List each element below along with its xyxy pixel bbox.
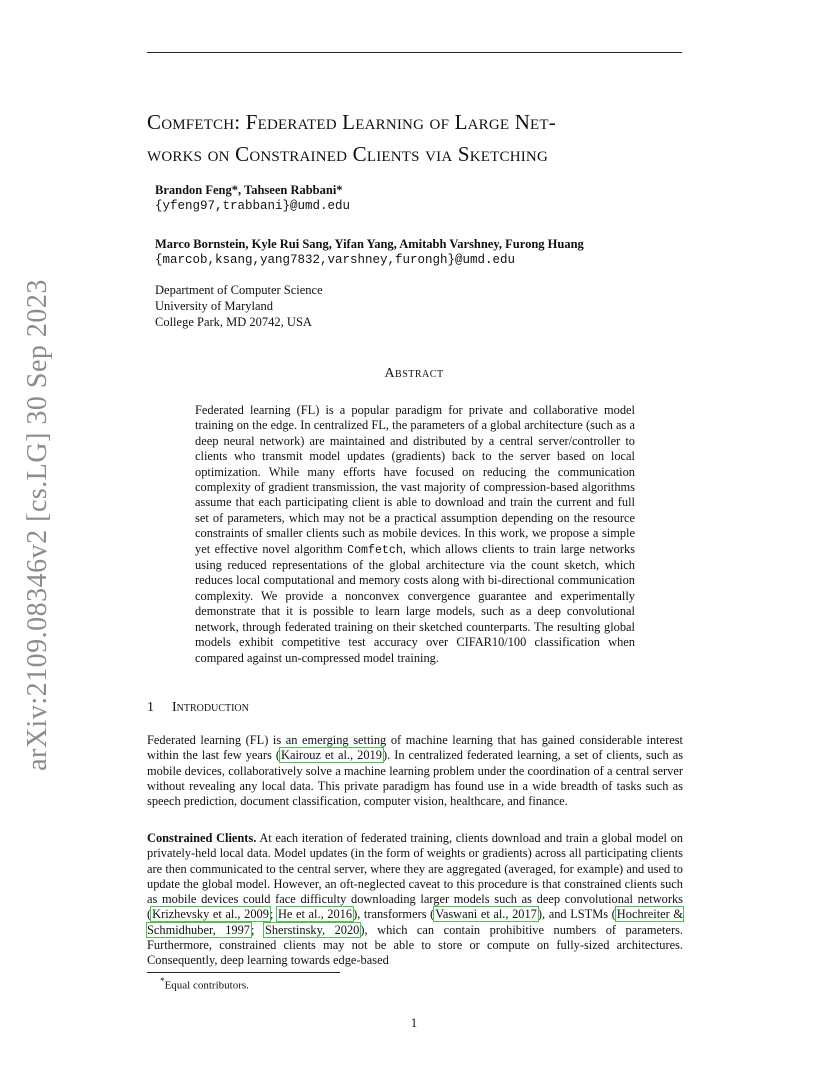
citation-link[interactable]: Hochreiter & Schmidhuber, 1997 [147, 907, 684, 937]
title-line-1: Comfetch: Federated Learning of Large Net- [147, 110, 556, 134]
para-text: ), and LSTMs ( [537, 907, 616, 922]
footnote-rule [147, 972, 340, 973]
abstract-heading: Abstract [384, 366, 444, 381]
affiliation-dept: Department of Computer Science [155, 283, 323, 297]
para-text: At each iteration of federated training, clients download and train a global model on privately-held local data. Model updates (in the form of weights or gradients) across all participating clients are then communicated to the central server, where they are aggregated (averaged, for example) and used to update the global model. However, an oft-neglected caveat to this procedure is that constrained clients such as mobile devices could face difficulty downloading larger models such as deep convolutional networks ( [147, 831, 683, 922]
arxiv-sidebar [18, 279, 58, 771]
footnote-marker: * [160, 976, 165, 986]
footnote [160, 976, 249, 992]
arxiv-identifier: arXiv:2109.08346v2 [cs.LG] 30 Sep 2023 [22, 279, 53, 771]
section-title: Introduction [172, 700, 249, 715]
citation-link[interactable]: Kairouz et al., 2019 [281, 748, 382, 763]
citation-link[interactable]: Krizhevsky et al., 2009 [152, 907, 269, 922]
abstract-body [195, 403, 635, 666]
paper-title [147, 106, 692, 170]
footnote-text: Equal contributors. [164, 979, 249, 992]
title-line-2: works on Constrained Clients via Sketching [147, 142, 548, 166]
author-emails-2: {marcob,ksang,yang7832,varshney,furongh}@umd.edu [155, 253, 516, 267]
para-text: Federated learning (FL) is an emerging setting of machine learning that has gained considerable interest within the last few years ( [147, 733, 683, 763]
paragraph-runin-heading: Constrained Clients. [147, 831, 257, 845]
para-text: ), transformers ( [353, 907, 435, 922]
page-number: 1 [410, 1016, 418, 1030]
author-names-2: Marco Bornstein, Kyle Rui Sang, Yifan Yang, Amitabh Varshney, Furong Huang [155, 237, 584, 251]
section-number: 1 [147, 700, 154, 715]
affiliation [155, 282, 323, 330]
affiliation-address: College Park, MD 20742, USA [155, 315, 312, 329]
para-text: ), which can contain prohibitive numbers of parameters. Furthermore, constrained clients may not be able to store or compute on fully-sized architectures. Consequently, deep learning towards edge-based [147, 922, 683, 968]
author-names-1: Brandon Feng*, Tahseen Rabbani* [155, 183, 343, 197]
section-heading-introduction [147, 700, 249, 716]
author-emails-1: {yfeng97,trabbani}@umd.edu [155, 199, 351, 213]
citation-link[interactable]: Vaswani et al., 2017 [435, 907, 537, 922]
intro-paragraph-1 [147, 733, 683, 809]
top-rule [147, 52, 682, 53]
method-name: Comfetch [347, 543, 403, 557]
abstract-text-2: , which allows clients to train large networks using reduced representations of the global architecture via the count sketch, which reduces local computational and memory costs along with bi-directional communication complexity. We provide a nonconvex convergence guarantee and experimentally demonstrate that it is possible to learn large models, such as a deep convolutional network, through federated training on their sketched counterparts. The resulting global models exhibit competitive test accuracy over CIFAR10/100 classification when compared against un-compressed model training. [195, 541, 635, 665]
citation-link[interactable]: Sherstinsky, 2020 [264, 922, 360, 937]
affiliation-univ: University of Maryland [155, 299, 274, 313]
para-text: ; [269, 907, 277, 922]
para-text: ; [250, 922, 264, 937]
abstract-text-1: Federated learning (FL) is a popular paradigm for private and collaborative model training on the edge. In centralized FL, the parameters of a global architecture (such as a deep neural network) are maintained and distributed by a central server/controller to clients who transmit model updates (gradients) back to the server based on local optimization. While many efforts have focused on reducing the communication complexity of gradient transmission, the vast majority of compression-based algorithms assume that each participating client is able to download and train the current and full set of parameters, which may not be a practical assumption depending on the resource constraints of smaller clients such as mobile devices. In this work, we propose a simple yet effective novel algorithm [195, 403, 635, 556]
citation-link[interactable]: He et al., 2016 [277, 907, 353, 922]
para-text: ). In centralized federated learning, a set of clients, such as mobile devices, collaboratively solve a machine learning problem under the coordination of a central server without revealing any local data. This private paradigm has found use in a wide breadth of tasks such as speech prediction, document classification, computer vision, healthcare, and finance. [147, 748, 684, 809]
intro-paragraph-2 [147, 831, 683, 969]
